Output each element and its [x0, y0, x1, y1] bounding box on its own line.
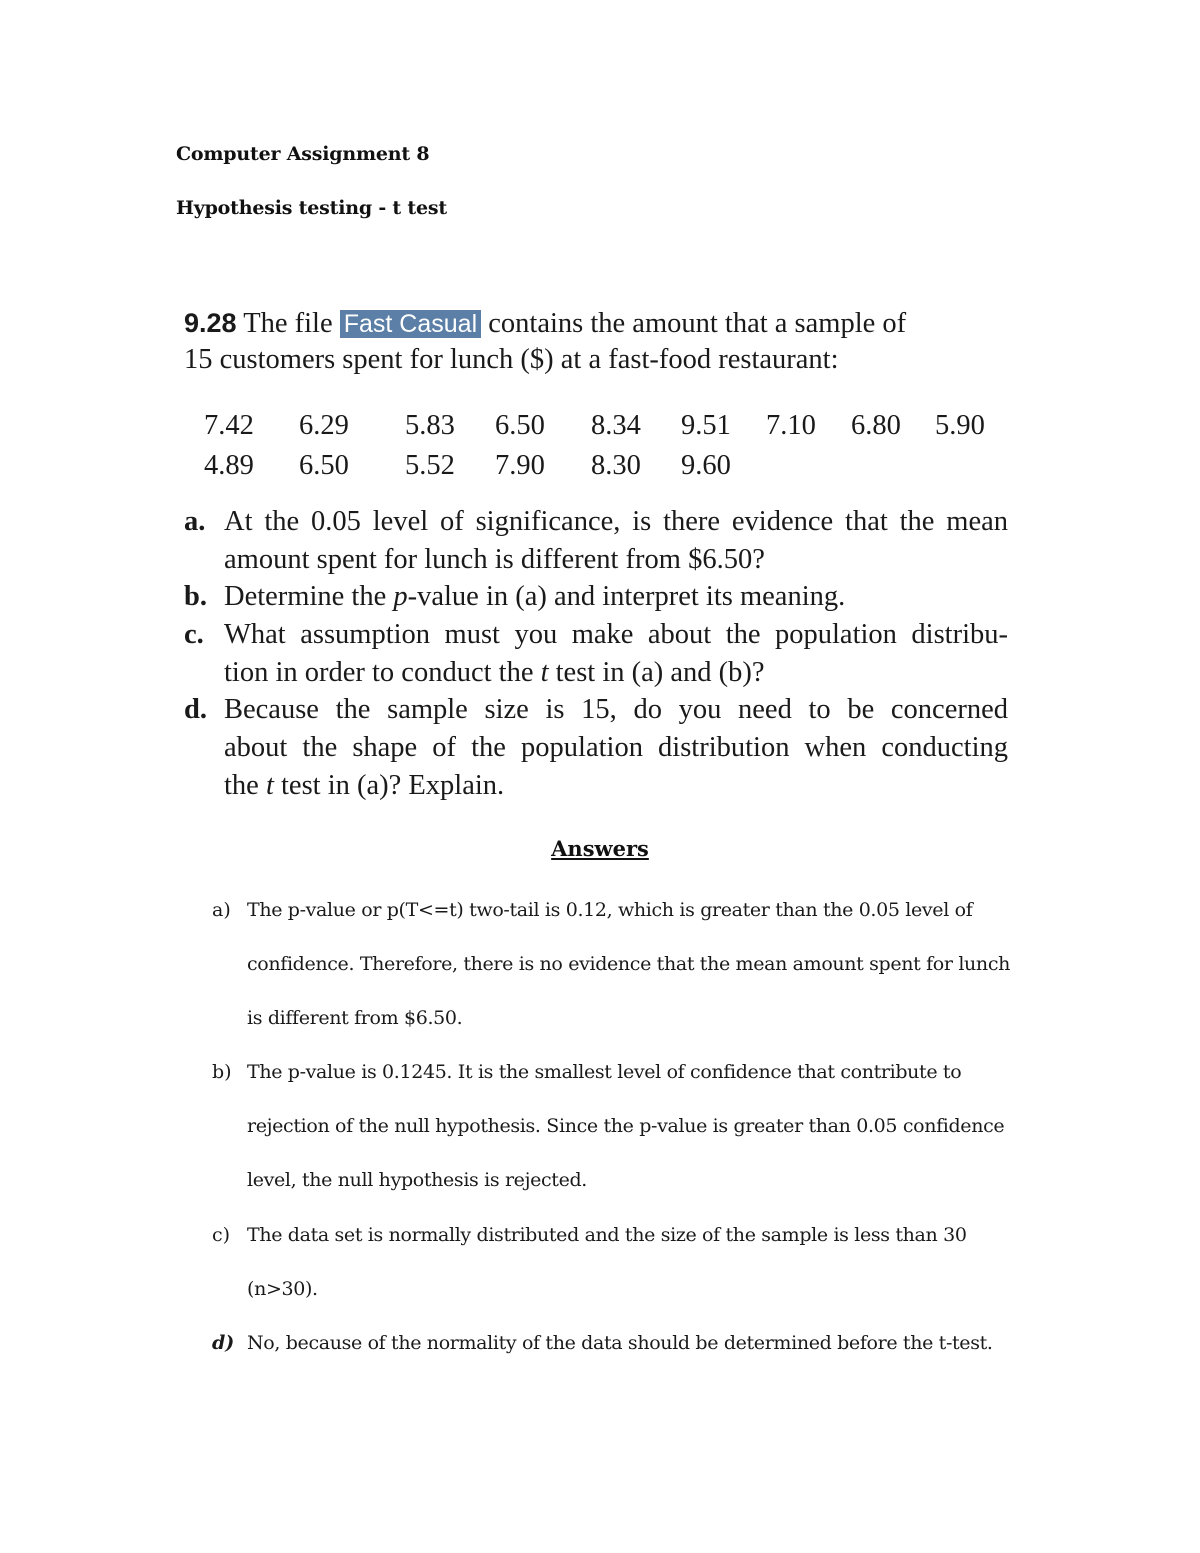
part-letter: a.: [184, 506, 206, 537]
part-line: [224, 654, 1008, 692]
answers-heading: Answers: [551, 836, 649, 861]
answer-marker: c): [212, 1224, 231, 1246]
problem-intro-after: contains the amount that a sample of: [488, 308, 907, 339]
file-name-tag: Fast Casual: [340, 310, 481, 338]
part-line: about the shape of the population distribution when conducting: [224, 732, 1008, 763]
answer-marker: d): [212, 1332, 235, 1354]
data-value: 7.10: [766, 410, 816, 441]
data-value: 9.60: [681, 450, 731, 481]
answer-line: rejection of the null hypothesis. Since the p-value is greater than 0.05 confidence: [247, 1115, 1005, 1137]
part-text-italic: t: [540, 657, 549, 688]
data-value: 6.50: [495, 410, 545, 441]
answer-text: [247, 1316, 1022, 1370]
data-value: 5.83: [405, 410, 455, 441]
answer-line: The data set is normally distributed and the size of the sample is less than 30: [247, 1224, 967, 1246]
part-text-segment: the: [224, 770, 266, 801]
document-title: Computer Assignment 8: [176, 143, 430, 165]
data-row-2: [204, 447, 1004, 485]
part-line: [224, 767, 1008, 805]
part-line: At the 0.05 level of significance, is there evidence that the mean: [224, 506, 1008, 537]
part-letter: d.: [184, 694, 207, 725]
part-text-italic: t: [265, 770, 274, 801]
answer-line: No, because of the normality of the data should be determined before the t-test.: [247, 1332, 993, 1354]
problem-intro-line1: [184, 304, 906, 343]
data-value: 9.51: [681, 410, 731, 441]
part-line: [224, 578, 1008, 616]
data-value: 6.80: [851, 410, 901, 441]
problem-intro-line2: 15 customers spent for lunch ($) at a fast-food restaurant:: [184, 344, 839, 375]
part-line: Because the sample size is 15, do you need to be concerned: [224, 694, 1008, 725]
answer-line: level, the null hypothesis is rejected.: [247, 1169, 587, 1191]
data-value: 6.50: [299, 450, 349, 481]
part-line: What assumption must you make about the population distribu-: [224, 619, 1008, 650]
part-line: amount spent for lunch is different from $6.50?: [224, 544, 765, 575]
answer-text: [247, 1045, 1022, 1207]
answer-text: [247, 1208, 1022, 1316]
part-text-segment: -value in (a) and interpret its meaning.: [407, 581, 846, 612]
part-text: [224, 503, 1008, 579]
data-value: 5.90: [935, 410, 985, 441]
document-subtitle: Hypothesis testing - t test: [176, 197, 447, 219]
problem-intro-before: The file: [243, 308, 333, 339]
part-text: [224, 578, 1008, 616]
part-text-segment: tion in order to conduct the: [224, 657, 541, 688]
data-row-1: [204, 407, 1004, 445]
data-value: 6.29: [299, 410, 349, 441]
answer-line: confidence. Therefore, there is no evidence that the mean amount spent for lunch: [247, 953, 1010, 975]
data-value: 7.90: [495, 450, 545, 481]
answer-line: is different from $6.50.: [247, 1007, 463, 1029]
data-value: 7.42: [204, 410, 254, 441]
data-value: 8.34: [591, 410, 641, 441]
part-text-italic: p: [393, 581, 408, 612]
part-text: [224, 616, 1008, 692]
part-text-segment: test in (a)? Explain.: [273, 770, 505, 801]
answer-line: The p-value or p(T<=t) two-tail is 0.12, which is greater than the 0.05 level of: [247, 899, 973, 921]
data-value: 4.89: [204, 450, 254, 481]
part-text-segment: Determine the: [224, 581, 394, 612]
answer-marker: a): [212, 899, 231, 921]
data-value: 8.30: [591, 450, 641, 481]
part-text-segment: test in (a) and (b)?: [548, 657, 765, 688]
part-letter: c.: [184, 619, 204, 650]
answer-marker: b): [212, 1061, 232, 1083]
part-text: [224, 691, 1008, 805]
answer-line: The p-value is 0.1245. It is the smallest level of confidence that contribute to: [247, 1061, 962, 1083]
answer-line: (n>30).: [247, 1278, 318, 1300]
part-letter: b.: [184, 581, 207, 612]
problem-number: 9.28: [184, 308, 237, 338]
answer-text: [247, 883, 1022, 1045]
data-value: 5.52: [405, 450, 455, 481]
